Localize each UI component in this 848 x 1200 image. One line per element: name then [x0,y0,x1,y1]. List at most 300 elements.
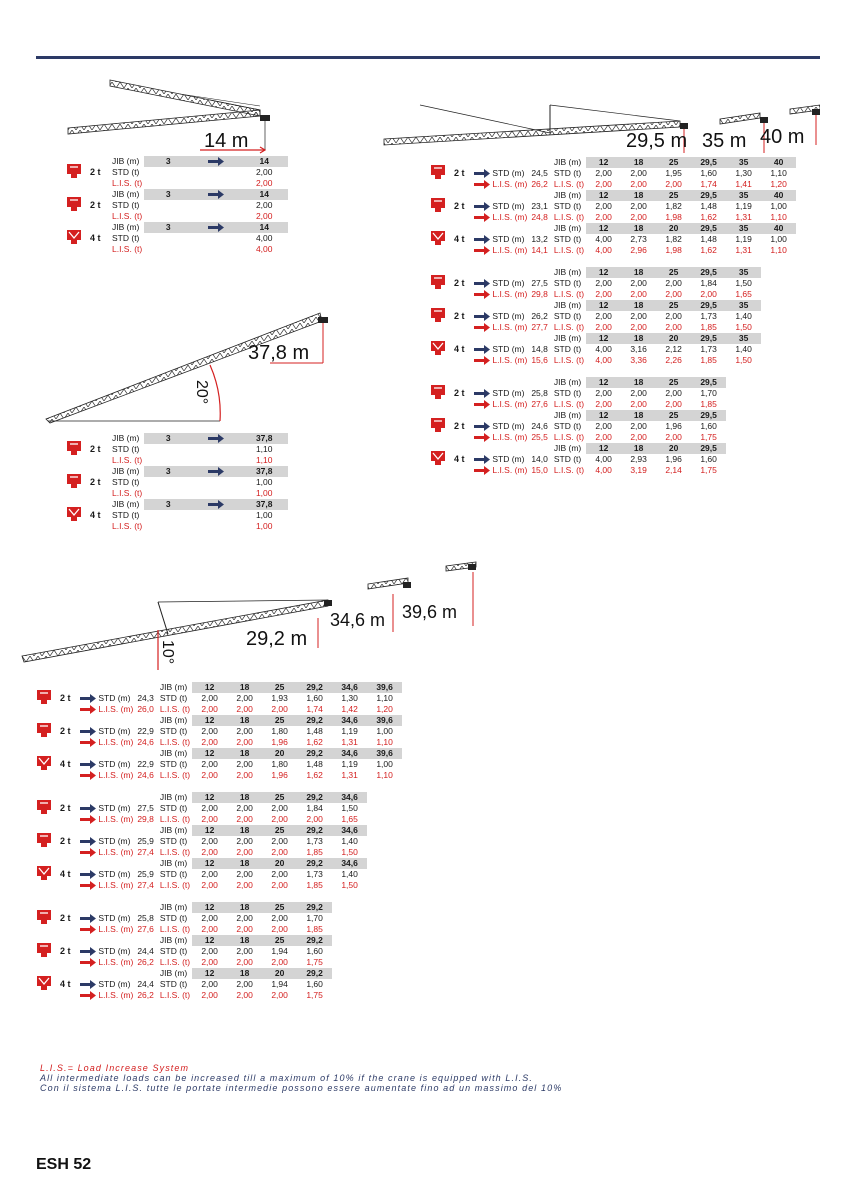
jib-label: JIB (m) [553,267,582,277]
table-cell [472,157,529,168]
hook-icon [424,300,452,333]
table-cell [144,521,192,532]
jib-value: 18 [227,748,262,759]
lis-radius-label: L.I.S. (m) [472,289,529,300]
lis-value: 2,00 [271,814,288,824]
capacity-label: 4 t [60,979,71,989]
lis-radius-label: L.I.S. (m) [78,990,135,1001]
table-cell [30,781,402,792]
jib-value: 25 [262,715,297,726]
std-value: 1,94 [271,979,288,989]
hook-icon [60,466,88,499]
lis-radius-value: 27,4 [137,880,154,890]
dimension-label-35m: 35 m [702,130,747,152]
std-radius-label: STD (m) [472,388,529,399]
hook-icon [30,858,58,891]
lis-value: 1,65 [735,289,752,299]
table-cell [761,410,796,421]
std-value [367,836,402,847]
lis-value: 1,75 [700,432,717,442]
jib-value: 12 [586,267,621,278]
table-cell [144,510,192,521]
std-value [761,311,796,322]
table-row [424,289,796,300]
table-row [30,957,402,968]
table-cell [472,410,529,421]
capacity-label: 2 t [454,168,465,178]
table-row [30,770,402,781]
angle-label-10: 10° [159,640,176,665]
jib-value: 29,5 [691,267,726,278]
std-label: STD (t) [553,168,582,178]
lis-value: 2,00 [595,399,612,409]
std-label: STD (t) [159,979,188,989]
std-value [726,421,761,432]
hook-icon [60,222,88,255]
std-value: 1,84 [700,278,717,288]
lis-value: 2,00 [201,737,218,747]
lis-radius-label: L.I.S. (m) [78,737,135,748]
jib-value: 20 [262,968,297,979]
lis-value: 1,50 [341,880,358,890]
hook-icon [30,748,58,781]
std-value: 2,00 [201,759,218,769]
lis-label: L.I.S. (t) [553,355,585,365]
lis-value: 2,00 [306,814,323,824]
jib-value: 18 [621,410,656,421]
jib-value: 12 [586,333,621,344]
lis-label: L.I.S. (t) [159,847,191,857]
jib-value: 25 [656,410,691,421]
jib-value: 18 [621,223,656,234]
table-row [424,179,796,190]
jib-value: 12 [192,825,227,836]
table-cell [144,488,192,499]
hook-icon [30,825,58,858]
std-label: STD (t) [112,167,140,177]
lis-value: 1,98 [665,212,682,222]
table-cell [761,300,796,311]
std-value: 2,00 [595,388,612,398]
table-cell [135,825,156,836]
table-cell [78,935,135,946]
lis-label: L.I.S. (t) [553,212,585,222]
std-value: 2,00 [271,803,288,813]
std-value: 2,00 [630,311,647,321]
table-row [424,190,796,201]
lis-radius-label: L.I.S. (m) [472,212,529,223]
std-label: STD (t) [112,200,140,210]
jib-value: 3 [144,156,192,167]
std-label: STD (t) [159,693,188,703]
std-value: 2,00 [201,803,218,813]
std-value: 1,48 [306,759,323,769]
std-value: 1,48 [700,201,717,211]
std-radius-value: 25,9 [137,836,154,846]
lis-value: 2,00 [236,957,253,967]
table-cell [424,366,796,377]
std-value: 1,80 [271,759,288,769]
lis-value: 2,00 [630,212,647,222]
lis-value [761,432,796,443]
lis-value: 1,10 [255,455,273,465]
table-row [30,704,402,715]
table-cell [761,267,796,278]
jib-value: 14 [240,222,288,233]
lis-value: 2,00 [595,432,612,442]
jib-value: 18 [227,858,262,869]
lis-value [367,990,402,1001]
table-row [424,223,796,234]
jib-value: 35 [726,333,761,344]
table-row [424,168,796,179]
std-value: 4,00 [595,454,612,464]
jib-value: 29,2 [297,902,332,913]
std-value [761,388,796,399]
table-row [30,803,402,814]
capacity-label: 4 t [60,759,71,769]
jib-label: JIB (m) [553,300,582,310]
lis-value: 2,00 [271,957,288,967]
lis-label: L.I.S. (t) [159,704,191,714]
std-value: 1,40 [341,836,358,846]
jib-value: 20 [262,748,297,759]
jib-label: JIB (m) [112,189,140,199]
std-value: 1,60 [306,693,323,703]
jib-value: 25 [656,377,691,388]
lis-value: 1,62 [700,245,717,255]
table-cell [726,443,761,454]
table-cell [424,256,796,267]
std-label: STD (t) [553,278,582,288]
lis-value: 2,00 [271,880,288,890]
lis-value [726,399,761,410]
jib-value: 18 [621,333,656,344]
table-row [30,858,402,869]
std-value: 1,19 [341,759,358,769]
std-value: 1,73 [700,344,717,354]
std-value: 1,96 [665,454,682,464]
lis-value: 2,00 [665,399,682,409]
jib-value: 25 [262,792,297,803]
lis-value: 2,00 [236,770,253,780]
std-radius-value: 22,9 [137,726,154,736]
std-value: 1,10 [770,168,787,178]
lis-value: 1,96 [271,737,288,747]
table-row [30,814,402,825]
lis-label: L.I.S. (t) [553,289,585,299]
std-value: 2,93 [630,454,647,464]
table-cell [726,410,761,421]
table-cell [529,157,550,168]
jib-value: 18 [227,968,262,979]
lis-radius-label: L.I.S. (m) [472,465,529,476]
lis-label: L.I.S. (t) [553,399,585,409]
lis-value: 2,00 [236,737,253,747]
capacity-label: 2 t [454,278,465,288]
table-cell [472,300,529,311]
jib-value: 3 [144,222,192,233]
lis-label: L.I.S. (t) [159,770,191,780]
table-row [424,388,796,399]
lis-label: L.I.S. (t) [553,179,585,189]
std-label: STD (t) [553,234,582,244]
hook-icon [60,433,88,466]
jib-label: JIB (m) [159,935,188,945]
capacity-label: 2 t [60,693,71,703]
std-value: 1,40 [341,869,358,879]
dimension-label-34-6m: 34,6 m [330,610,386,630]
lis-label: L.I.S. (t) [112,211,143,221]
table-cell [472,333,529,344]
std-value: 1,48 [700,234,717,244]
dimension-label-40m: 40 m [760,126,805,148]
jib-value: 25 [262,825,297,836]
std-value: 2,00 [201,836,218,846]
std-value [367,946,402,957]
hook-icon [30,902,58,935]
std-radius-value: 25,8 [531,388,548,398]
jib-value: 12 [192,858,227,869]
table-row [424,234,796,245]
jib-value: 12 [192,935,227,946]
std-radius-label: STD (m) [78,946,135,957]
lis-label: L.I.S. (t) [553,465,585,475]
std-radius-value: 24,3 [137,693,154,703]
capacity-label: 2 t [90,477,101,487]
hook-icon [424,267,452,300]
std-radius-value: 23,1 [531,201,548,211]
std-label: STD (t) [159,869,188,879]
std-value [761,421,796,432]
std-radius-value: 24,4 [137,946,154,956]
lis-value: 1,74 [700,179,717,189]
lis-value: 2,00 [201,814,218,824]
jib-value: 25 [656,157,691,168]
std-value: 1,60 [306,979,323,989]
table-cell [78,968,135,979]
table-cell [78,792,135,803]
table-row [424,245,796,256]
lis-label: L.I.S. (t) [159,957,191,967]
std-radius-value: 14,8 [531,344,548,354]
std-radius-value: 27,5 [137,803,154,813]
hook-icon [30,682,58,715]
table-cell [367,825,402,836]
capacity-label: 2 t [90,167,101,177]
std-label: STD (t) [159,759,188,769]
std-value: 1,19 [735,234,752,244]
std-value: 1,73 [306,869,323,879]
lis-radius-label: L.I.S. (m) [78,814,135,825]
jib-value: 29,2 [297,682,332,693]
std-value: 2,00 [595,278,612,288]
jib-value: 34,6 [332,858,367,869]
jib-value: 25 [262,902,297,913]
jib-label: JIB (m) [159,825,188,835]
lis-value: 1,62 [306,737,323,747]
std-value: 1,60 [306,946,323,956]
hook-icon [30,935,58,968]
footnote-italian: Con il sistema L.I.S. tutte le portate intermedie possono essere aumentate fino ad un massimo del 10% [40,1083,563,1093]
table-cell [367,935,402,946]
lis-value: 1,42 [341,704,358,714]
table-cell [472,190,529,201]
lis-radius-value: 24,6 [137,737,154,747]
std-radius-value: 26,2 [531,311,548,321]
std-value: 1,10 [376,693,393,703]
std-value: 3,16 [630,344,647,354]
std-radius-value: 25,8 [137,913,154,923]
std-label: STD (t) [553,311,582,321]
table-cell [192,167,240,178]
jib-label: JIB (m) [159,682,188,692]
lis-value: 1,31 [735,212,752,222]
std-value: 2,00 [236,759,253,769]
std-label: STD (t) [159,803,188,813]
lis-value [761,322,796,333]
lis-value: 4,00 [595,245,612,255]
lis-value: 1,10 [770,212,787,222]
lis-value [761,399,796,410]
jib-value: 34,6 [332,825,367,836]
lis-label: L.I.S. (t) [553,432,585,442]
table-row [30,968,402,979]
table-row [60,156,288,167]
lis-value: 1,98 [665,245,682,255]
capacity-label: 4 t [454,234,465,244]
table-cell [144,178,192,189]
table-cell [144,167,192,178]
table-row [30,682,402,693]
std-value: 1,82 [665,234,682,244]
table-cell [135,715,156,726]
std-value: 2,00 [236,979,253,989]
table-row [30,792,402,803]
table-cell [332,935,367,946]
table-row [30,737,402,748]
std-value: 2,00 [630,201,647,211]
std-label: STD (t) [159,946,188,956]
table-row [424,157,796,168]
lis-radius-label: L.I.S. (m) [472,179,529,190]
jib-value: 18 [227,792,262,803]
lis-value: 4,00 [595,355,612,365]
std-value: 2,12 [665,344,682,354]
hook-icon [60,156,88,189]
jib-value: 29,5 [691,223,726,234]
std-value: 2,00 [595,201,612,211]
std-value: 2,00 [595,311,612,321]
lis-value [332,990,367,1001]
table-cell [135,682,156,693]
lis-label: L.I.S. (t) [112,521,143,531]
lis-radius-value: 15,0 [531,465,548,475]
lis-radius-label: L.I.S. (m) [472,399,529,410]
std-radius-value: 22,9 [137,759,154,769]
std-label: STD (t) [159,726,188,736]
jib-label: JIB (m) [553,333,582,343]
std-value: 1,30 [341,693,358,703]
jib-value: 18 [621,443,656,454]
jib-value: 35 [726,190,761,201]
table-row [60,466,288,477]
jib-value: 35 [726,157,761,168]
angle-label-20: 20° [193,380,210,405]
jib-value: 12 [192,748,227,759]
capacity-label: 4 t [60,869,71,879]
dimension-label-29-5m: 29,5 m [626,130,688,152]
table-row [30,902,402,913]
table-cell [78,715,135,726]
lis-radius-label: L.I.S. (m) [472,432,529,443]
table-cell [761,443,796,454]
jib-value: 29,5 [691,333,726,344]
jib-label: JIB (m) [112,433,140,443]
lis-value: 2,00 [630,322,647,332]
jib-label: JIB (m) [112,466,140,476]
std-value: 1,40 [735,344,752,354]
std-value: 2,00 [236,869,253,879]
jib-label: JIB (m) [159,748,188,758]
std-value: 2,00 [236,946,253,956]
table-row [30,836,402,847]
lis-value: 1,74 [306,704,323,714]
table-row [30,869,402,880]
footnote-english: All intermediate loads can be increased till a maximum of 10% if the crane is equipped with L.I.S. [40,1073,533,1083]
std-radius-label: STD (m) [472,278,529,289]
table-cell [78,682,135,693]
std-label: STD (t) [553,421,582,431]
table-cell [367,858,402,869]
jib-label: JIB (m) [112,499,140,509]
lis-value: 1,10 [376,770,393,780]
jib-value: 39,6 [367,748,402,759]
jib-value: 25 [262,935,297,946]
lis-radius-label: L.I.S. (m) [472,322,529,333]
std-radius-label: STD (m) [472,454,529,465]
std-value: 1,96 [665,421,682,431]
table-cell [192,510,240,521]
jib-value: 39,6 [367,715,402,726]
lis-value: 2,00 [630,399,647,409]
lis-value: 2,00 [201,704,218,714]
table-row [60,499,288,510]
jib-value: 18 [227,682,262,693]
std-value [367,979,402,990]
table-cell [529,267,550,278]
lis-value: 4,00 [595,465,612,475]
table-row [30,847,402,858]
std-radius-value: 13,2 [531,234,548,244]
table-row [60,433,288,444]
lis-value: 2,00 [271,924,288,934]
table-row [424,322,796,333]
table-cell [529,410,550,421]
std-value: 1,00 [376,759,393,769]
jib-value: 29,5 [691,157,726,168]
lis-radius-value: 26,0 [137,704,154,714]
lis-value [332,924,367,935]
std-value: 1,84 [306,803,323,813]
lis-value: 2,00 [630,432,647,442]
jib-value: 37,8 [240,499,288,510]
hook-icon [424,333,452,366]
jib-value: 29,5 [691,377,726,388]
arrow-icon [192,433,240,444]
table-row [424,344,796,355]
lis-value: 1,85 [306,847,323,857]
